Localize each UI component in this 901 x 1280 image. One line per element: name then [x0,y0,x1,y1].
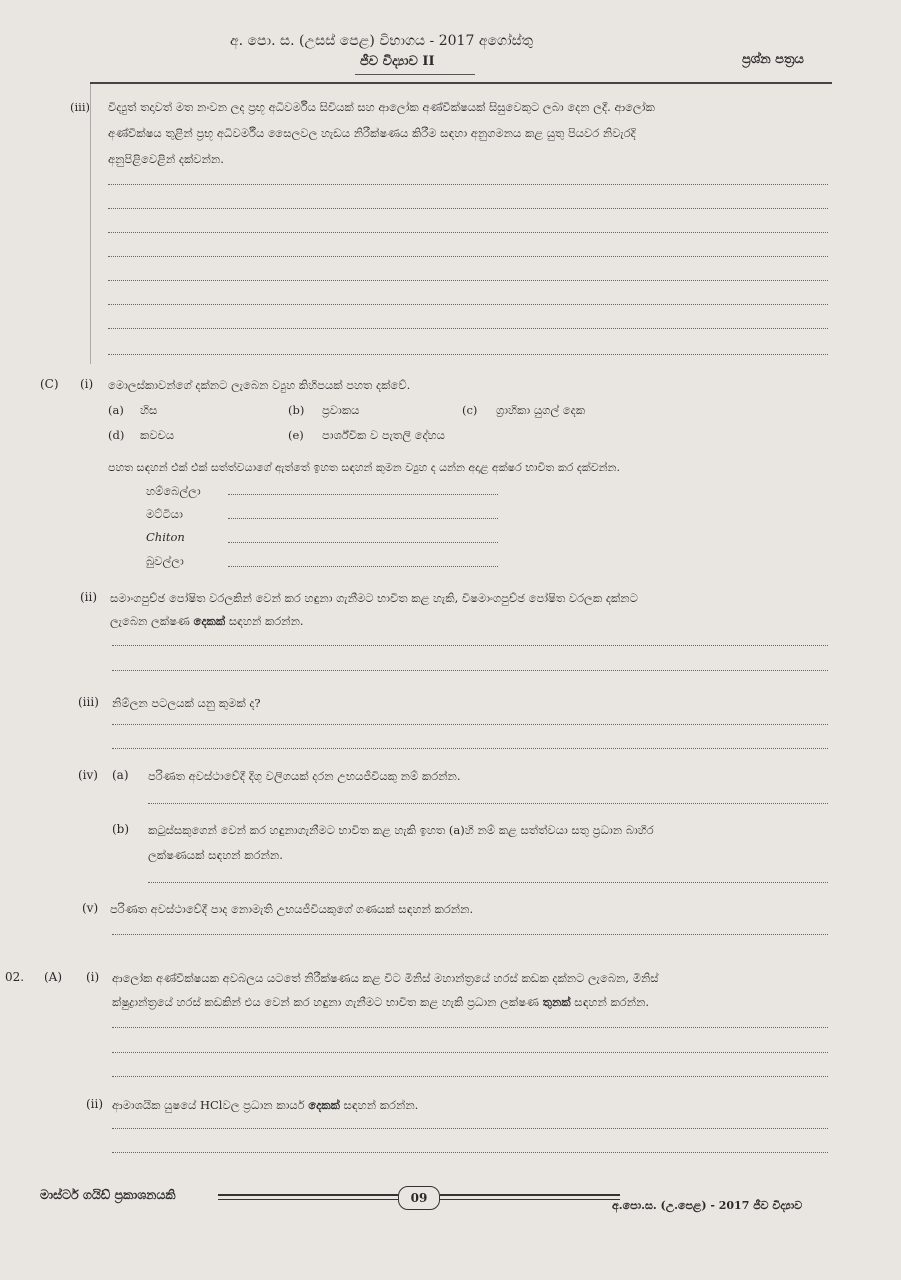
option-text: ග්‍රාහිකා යුගල් දෙක [496,403,586,417]
question-number: (iv) [78,768,98,782]
question-text: කටුස්සකුගෙන් වෙන් කර හඳුනාගැනීමට භාවිත කළ හැකි ඉහත (a)හි නම් කළ සත්ත්වයා සතු ප්‍රධාන බාහිර [148,823,654,837]
answer-line[interactable] [228,494,498,495]
option-text: ප්‍රවාකය [322,403,360,417]
answer-line[interactable] [108,328,828,329]
footer-rule [440,1199,620,1200]
section-label: (C) [40,377,59,391]
question-text: ආලෝක අණ්වීක්ෂයක අවබලය යටතේ නිරීක්ෂණය කළ විට මිනිස් මහාන්ත්‍රයේ හරස් කඩක දක්නට ලැබෙන, මිනිස් [112,971,659,985]
instruction-text: පහත සඳහන් එක් එක් සත්ත්වයාගේ ඇත්තේ ඉහත සඳහන් කුමන ව්‍යුහ ද යන්න අදාළ අක්ෂර භාවිත කර දක්වන්න. [108,461,620,474]
option-key: (e) [288,428,304,442]
option-key: (a) [108,403,124,417]
answer-line[interactable] [228,542,498,543]
option-key: (c) [462,403,478,417]
question-text: පරිණත අවස්ථාවේදී දිගු වලිගයක් දරන උභයජීවියකු නම් කරන්න. [148,769,461,783]
animal-label: බුවල්ලා [146,554,184,568]
animal-label: හම්බෙල්ලා [146,484,201,498]
question-text: ලැබෙන ලක්ෂණ දෙකක් සඳහන් කරන්න. [110,614,304,628]
answer-line[interactable] [228,566,498,567]
answer-line[interactable] [108,354,828,355]
answer-line[interactable] [228,518,498,519]
question-text: ලක්ෂණයක් සඳහන් කරන්න. [148,848,283,862]
answer-line[interactable] [108,184,828,185]
answer-line[interactable] [112,1076,828,1077]
answer-line[interactable] [112,670,828,671]
question-number: (i) [86,970,100,984]
exam-header-title: අ. පො. ස. (උසස් පෙළ) විභාගය - 2017 අගෝස්තු [230,33,534,49]
question-text: අණ්වීක්ෂය තුළින් ප්‍රභූ අධිවර්මීය සෛලවල හැඩය නිරීක්ෂණය කිරීම සඳහා අනුගමනය කළ යුතු පියවර නිවැරදි [108,126,636,140]
footer-exam-label: අ.පො.ස. (උ.පෙළ) - 2017 ජීව විද්‍යාව [612,1199,803,1212]
answer-line[interactable] [112,724,828,725]
animal-label: Chiton [146,530,185,544]
question-number: 02. [5,970,25,984]
question-text: මොලස්කාවන්ගේ දක්නට ලැබෙන ව්‍යුහ කිහිපයක් පහත දක්වේ. [108,378,411,392]
page-number: 09 [398,1186,440,1210]
option-key: (b) [288,403,305,417]
answer-line[interactable] [112,1052,828,1053]
question-number: (v) [82,901,99,915]
animal-label: මට්ටියා [146,507,183,521]
paper-type: ප්‍රශ්න පත්‍රය [742,52,804,67]
question-text: සමාංගපුච්ඡ පෝෂිත වරලකින් වෙන් කර හඳුනා ගැනීමට භාවිත කළ හැකි, විෂමාංගපුච්ඡ පෝෂිත වරලක දක්නට [110,591,638,605]
answer-line[interactable] [148,882,828,883]
paper-subject: ජීව විද්‍යාව II [360,54,435,69]
answer-line[interactable] [108,232,828,233]
answer-line[interactable] [108,208,828,209]
footer-rule [218,1199,398,1200]
answer-line[interactable] [112,1152,828,1153]
question-text: විද්‍යුත් තදාවත් මත නංවන ලද ප්‍රභූ අධිවර්මීය සිවියක් සහ ආලෝක අණ්වීක්ෂයක් සිසුවෙකුට ලබා දෙන ලදී. ආලෝක [108,100,655,114]
sub-question-key: (a) [112,768,129,782]
answer-line[interactable] [112,1027,828,1028]
answer-line[interactable] [148,803,828,804]
question-number: (i) [80,377,94,391]
answer-line[interactable] [108,280,828,281]
question-number: (iii) [78,695,99,709]
section-label: (A) [44,970,63,984]
answer-line[interactable] [112,934,828,935]
option-text: පාර්ශ්වික ව පැතලි දේහය [322,428,445,442]
answer-line[interactable] [112,748,828,749]
question-number: (ii) [86,1097,104,1111]
sub-question-key: (b) [112,822,130,836]
answer-line[interactable] [108,256,828,257]
question-text: පරිණත අවස්ථාවේදී පාද නොමැති උභයජීවියකුගේ ගණයක් සඳහන් කරන්න. [110,902,474,916]
question-number: (iii) [70,100,91,114]
question-text: අනුපිළිවෙළින් දක්වන්න. [108,152,224,166]
option-key: (d) [108,428,125,442]
question-text: ආමාශයික යුෂයේ HClවල ප්‍රධාන කාර්ය දෙකක් සඳහන් කරන්න. [112,1098,419,1112]
question-number: (ii) [80,590,98,604]
publisher-name: මාස්ටර් ගයිඩ් ප්‍රකාශනයකි [40,1187,176,1202]
option-text: හිස [140,403,158,417]
answer-line[interactable] [108,304,828,305]
option-text: කවචය [140,428,175,442]
question-text: නිම්ලන පටලයක් යනු කුමක් ද? [112,696,261,710]
subject-underline [355,74,475,75]
question-text: ක්ෂුද්‍රාන්ත්‍රයේ හරස් කඩකින් එය වෙන් කර හඳුනා ගැනීමට භාවිත කළ හැකි ප්‍රධාන ලක්ෂණ තුනක් සඳහන් කරන්න. [112,995,650,1009]
answer-line[interactable] [112,1128,828,1129]
footer-rule [440,1194,620,1196]
answer-line[interactable] [112,645,828,646]
footer-rule [218,1194,398,1196]
margin-line [90,84,91,364]
header-rule [90,82,832,84]
